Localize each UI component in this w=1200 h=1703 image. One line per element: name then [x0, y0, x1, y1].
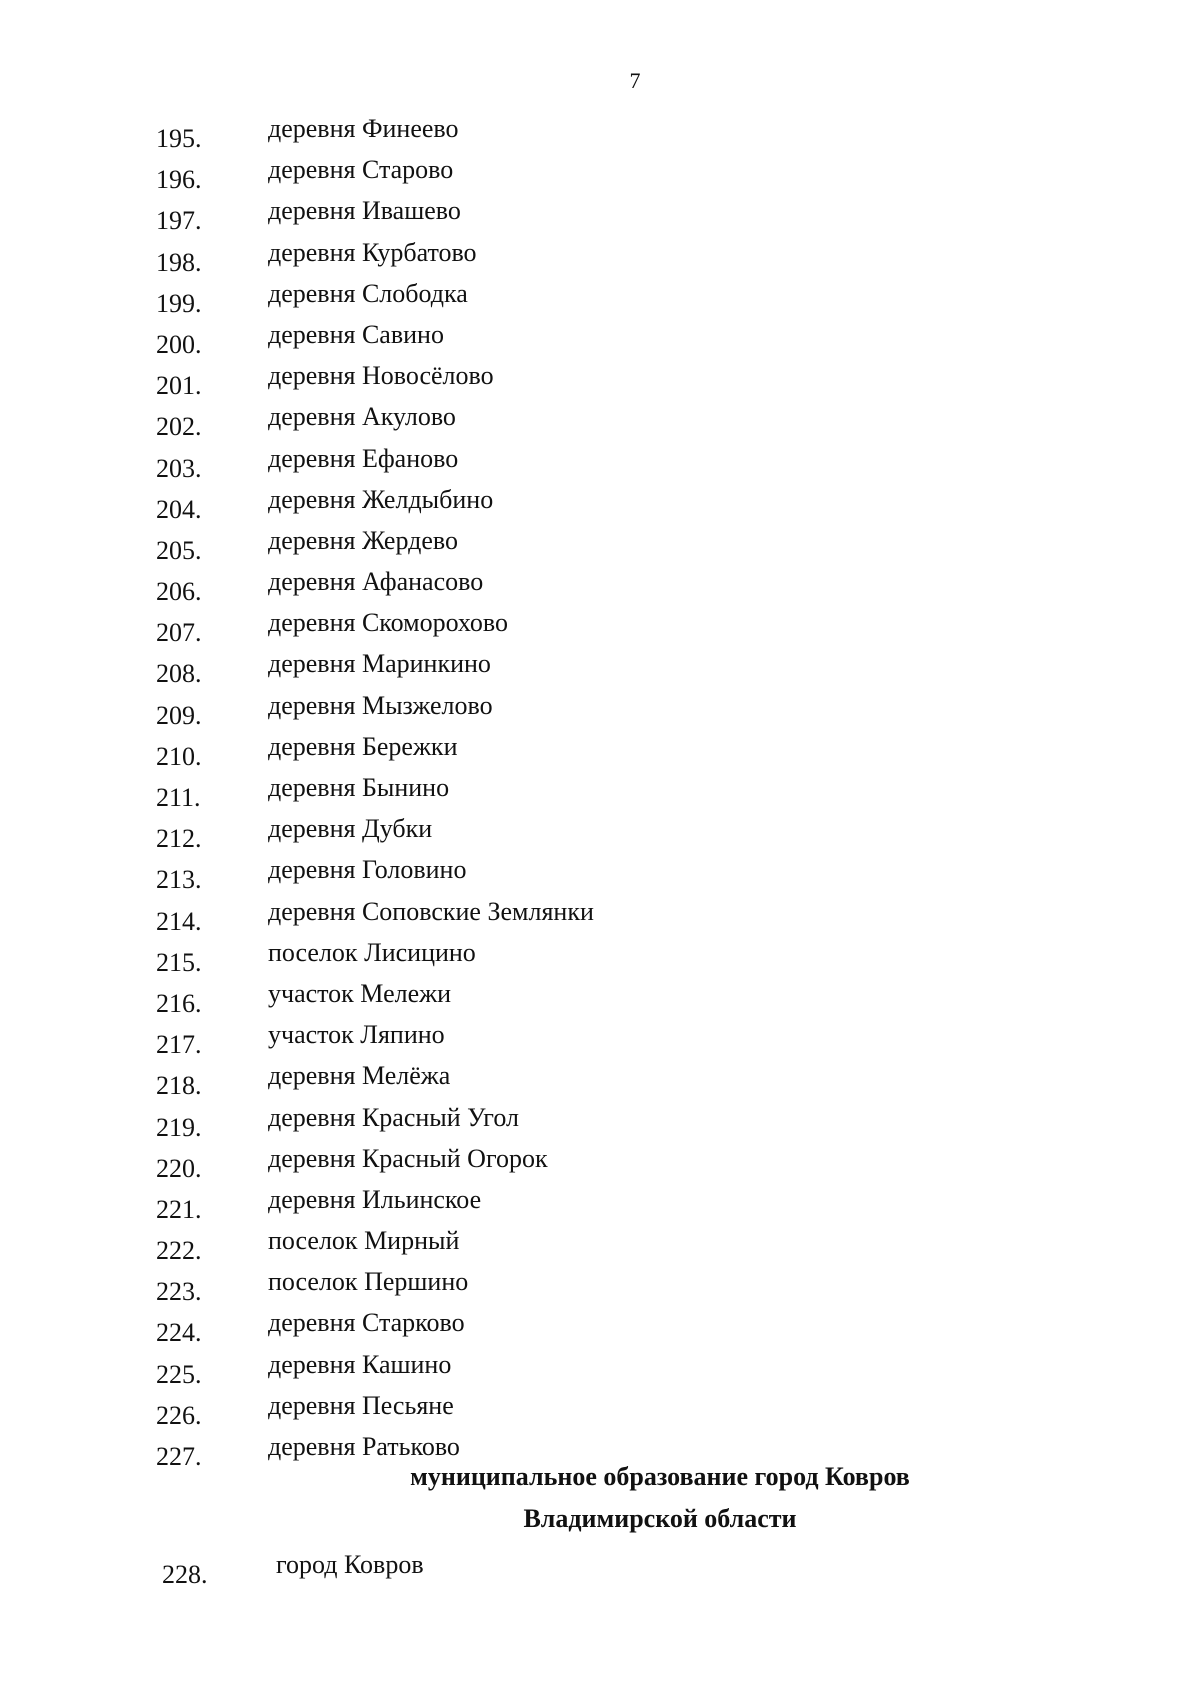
item-name: деревня Старково	[268, 1308, 465, 1338]
item-name: участок Ляпино	[268, 1020, 445, 1050]
item-name: деревня Красный Огорок	[268, 1143, 548, 1173]
list-item	[0, 812, 1200, 853]
item-name: деревня Дубки	[268, 814, 433, 844]
list-item	[0, 1348, 1200, 1389]
list-item	[0, 936, 1200, 977]
item-name: деревня Ивашево	[268, 196, 461, 226]
list-item	[0, 895, 1200, 936]
settlement-list	[0, 112, 1200, 1471]
item-number: 213.	[156, 865, 202, 895]
list-item	[0, 524, 1200, 565]
item-name: деревня Слободка	[268, 278, 468, 308]
item-name: деревня Новосёлово	[268, 361, 494, 391]
item-name: деревня Скоморохово	[268, 608, 509, 638]
list-item	[0, 647, 1200, 688]
page-number: 7	[629, 68, 641, 93]
list-item	[0, 359, 1200, 400]
item-number: 225.	[156, 1359, 202, 1389]
list-item	[0, 1306, 1200, 1347]
list-item	[0, 277, 1200, 318]
list-item	[0, 1018, 1200, 1059]
item-number: 219.	[156, 1112, 202, 1142]
list-item	[0, 1142, 1200, 1183]
list-item	[0, 1059, 1200, 1100]
item-number: 209.	[156, 700, 202, 730]
item-number: 204.	[156, 494, 202, 524]
item-number: 208.	[156, 659, 202, 689]
item-number: 210.	[156, 741, 202, 771]
item-number: 227.	[156, 1442, 202, 1471]
item-number: 205.	[156, 535, 202, 565]
item-name: деревня Маринкино	[268, 649, 491, 679]
item-number: 196.	[156, 165, 202, 195]
item-number: 195.	[156, 124, 202, 153]
item-name: поселок Лисицино	[268, 937, 476, 967]
item-name: деревня Акулово	[268, 402, 456, 432]
list-item	[0, 194, 1200, 235]
item-name: деревня Бынино	[268, 773, 450, 802]
item-number: 218.	[156, 1071, 202, 1101]
item-number: 215.	[156, 947, 202, 977]
item-name: деревня Старово	[268, 155, 454, 185]
item-number: 223.	[156, 1277, 202, 1307]
item-number: 201.	[156, 371, 202, 401]
list-item	[0, 483, 1200, 524]
item-name: деревня Красный Угол	[268, 1102, 519, 1132]
item-number: 200.	[156, 329, 202, 359]
item-name: деревня Мелёжа	[268, 1061, 451, 1091]
item-number: 197.	[156, 206, 202, 236]
list-item	[0, 318, 1200, 359]
item-name: деревня Головино	[268, 855, 467, 885]
item-name: поселок Мирный	[268, 1226, 460, 1256]
list-item	[0, 730, 1200, 771]
list-item	[0, 977, 1200, 1018]
list-item	[0, 153, 1200, 194]
item-name: деревня Песьяне	[268, 1390, 454, 1420]
section-heading-line1: муниципальное образование город Ковров	[410, 1462, 910, 1491]
list-item	[0, 1101, 1200, 1142]
section-heading-line2: Владимирской области	[523, 1504, 797, 1533]
list-item	[0, 400, 1200, 441]
item-name: деревня Финеево	[268, 114, 459, 143]
item-number: 203.	[156, 453, 202, 483]
item-number: 206.	[156, 577, 202, 607]
item-number: 226.	[156, 1400, 202, 1430]
item-name: участок Мележи	[268, 978, 452, 1008]
item-number: 198.	[156, 247, 202, 277]
list-item	[0, 565, 1200, 606]
item-name: деревня Ефаново	[268, 443, 459, 473]
list-item	[0, 1224, 1200, 1265]
item-name: деревня Афанасово	[268, 567, 484, 597]
list-item	[0, 1389, 1200, 1430]
item-name: деревня Ильинское	[268, 1184, 482, 1214]
item-number: 202.	[156, 412, 202, 442]
list-item	[0, 689, 1200, 730]
list-item	[0, 442, 1200, 483]
item-name: деревня Соповские Землянки	[268, 896, 594, 926]
item-name: поселок Першино	[268, 1267, 469, 1297]
list-item	[0, 112, 1200, 153]
item-number: 212.	[156, 824, 202, 854]
item-number: 217.	[156, 1030, 202, 1060]
item-name: деревня Кашино	[268, 1349, 452, 1379]
item-name: деревня Жердево	[268, 525, 458, 555]
item-name: деревня Мызжелово	[268, 690, 493, 720]
list-item	[0, 606, 1200, 647]
list-item	[0, 1183, 1200, 1224]
item-name: деревня Желдыбино	[268, 484, 494, 514]
item-name: город Ковров	[276, 1550, 424, 1579]
item-name: деревня Ратьково	[268, 1432, 460, 1461]
item-name: деревня Савино	[268, 319, 444, 349]
item-number: 211.	[156, 783, 201, 812]
item-number: 228.	[162, 1560, 208, 1589]
item-number: 222.	[156, 1236, 202, 1266]
item-number: 214.	[156, 906, 202, 936]
item-number: 224.	[156, 1318, 202, 1348]
item-number: 216.	[156, 988, 202, 1018]
item-name: деревня Бережки	[268, 731, 458, 761]
item-number: 220.	[156, 1153, 202, 1183]
item-number: 199.	[156, 288, 202, 318]
item-number: 221.	[156, 1194, 202, 1224]
list-item	[0, 853, 1200, 894]
item-number: 207.	[156, 618, 202, 648]
list-item	[0, 771, 1200, 812]
item-name: деревня Курбатово	[268, 237, 477, 267]
list-item	[0, 1265, 1200, 1306]
list-item	[0, 236, 1200, 277]
